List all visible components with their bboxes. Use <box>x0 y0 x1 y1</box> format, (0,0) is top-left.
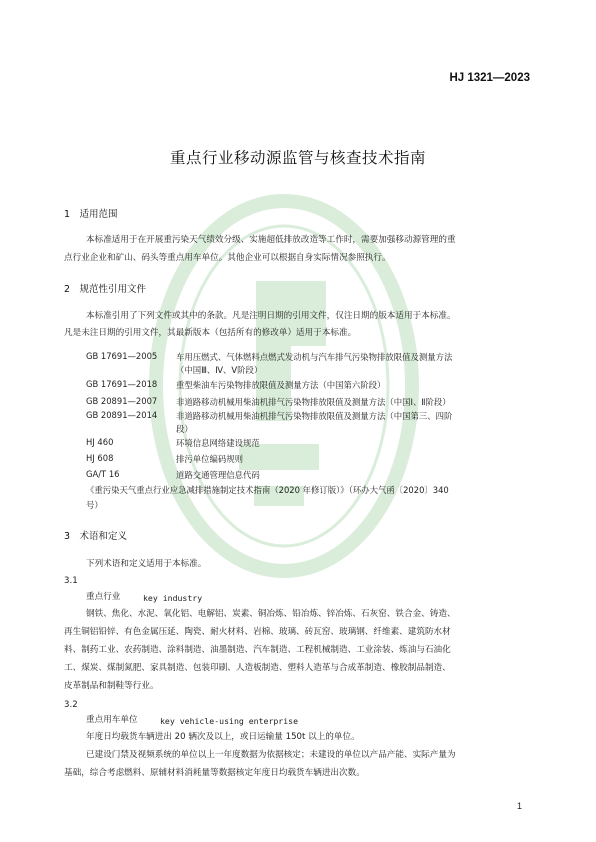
reference-title: 排污单位编码规则 <box>176 454 243 464</box>
reference-title: 非道路移动机械用柴油机排气污染物排放限值及测量方法（中国Ⅰ、Ⅱ阶段） <box>176 397 451 407</box>
reference-title: 道路交通管理信息代码 <box>176 470 260 480</box>
reference-code: GB 17691—2005 <box>86 351 158 361</box>
term-definition-line: 料、制药工业、农药制造、涂料制造、油墨制造、汽车制造、工程机械制造、工业涂装、炼油与石油化 <box>64 645 451 655</box>
reference-code: HJ 460 <box>86 437 114 447</box>
section-heading-terms: 3 术语和定义 <box>64 531 128 542</box>
references-intro-line: 本标准引用了下列文件或其中的条款。凡是注明日期的引用文件，仅注日期的版本适用于本标准。 <box>86 311 456 321</box>
page-number: 1 <box>516 801 522 811</box>
term-definition-line: 年度日均载货车辆进出 20 辆次及以上，或日运输量 150t 以上的单位。 <box>86 732 360 742</box>
reference-title: 重型柴油车污染物排放限值及测量方法（中国第六阶段） <box>176 380 386 390</box>
term-definition-line: 工、煤炭、煤制氮肥、家具制造、包装印刷、人造板制造、塑料人造革与合成革制造、橡胶制品制造、 <box>64 663 451 673</box>
reference-code: GB 20891—2014 <box>86 410 158 420</box>
reference-title-cont: 段） <box>176 424 193 434</box>
term-definition-line: 已建设门禁及视频系统的单位以上一年度数据为依据核定；未建设的单位以产品产能、实际产量为 <box>86 750 456 760</box>
reference-code: GA/T 16 <box>86 469 120 479</box>
term-number: 3.1 <box>64 576 78 586</box>
term-definition-line: 基础，综合考虑燃料、原辅材料消耗量等数据核定年度日均载货车辆进出次数。 <box>64 768 365 778</box>
reference-code: GB 17691—2018 <box>86 379 158 389</box>
document-title: 重点行业移动源监管与核查技术指南 <box>169 149 426 167</box>
section-heading-references: 2 规范性引用文件 <box>64 284 147 295</box>
term-name: 重点用车单位 <box>86 715 138 725</box>
reference-code: GB 20891—2007 <box>86 396 158 406</box>
term-definition-line: 皮革制品和制鞋等行业。 <box>64 681 159 691</box>
scope-paragraph-line: 本标准适用于在开展重污染天气绩效分级、实施超低排放改造等工作时，需要加强移动源管理的重 <box>86 235 456 245</box>
term-english: key vehicle-using enterprise <box>160 716 299 726</box>
scope-paragraph-line: 点行业企业和矿山、码头等重点用车单位。其他企业可以根据自身实际情况参照执行。 <box>64 253 391 263</box>
reference-code: HJ 608 <box>86 453 114 463</box>
term-definition-line: 钢铁、焦化、水泥、氧化铝、电解铝、炭素、铜冶炼、铅冶炼、锌冶炼、石灰窑、铁合金、铸造、 <box>86 609 456 619</box>
reference-document-cont: 号） <box>86 500 103 510</box>
term-english: key industry <box>143 593 203 603</box>
term-definition-line: 再生铜铝铅锌、有色金属压延、陶瓷、耐火材料、岩棉、玻璃、砖瓦窑、玻璃钢、纤维素、建筑防水材 <box>64 627 451 637</box>
term-number: 3.2 <box>64 700 78 710</box>
reference-title: 车用压燃式、气体燃料点燃式发动机与汽车排气污染物排放限值及测量方法 <box>176 352 453 362</box>
reference-document: 《重污染天气重点行业应急减排措施制定技术指南（2020 年修订版）》（环办大气函〔2020〕340 <box>86 485 449 495</box>
references-intro-line: 凡是未注日期的引用文件，其最新版本（包括所有的修改单）适用于本标准。 <box>64 328 357 338</box>
term-name: 重点行业 <box>86 592 121 602</box>
reference-title-cont: （中国Ⅲ、Ⅳ、Ⅴ阶段） <box>176 365 263 375</box>
section-heading-scope: 1 适用范围 <box>64 209 118 220</box>
reference-title: 非道路移动机械用柴油机排气污染物排放限值及测量方法（中国第三、四阶 <box>176 411 453 421</box>
standard-number: HJ 1321—2023 <box>449 72 530 84</box>
reference-title: 环境信息网络建设规范 <box>176 438 260 448</box>
terms-intro: 下列术语和定义适用于本标准。 <box>86 559 207 569</box>
